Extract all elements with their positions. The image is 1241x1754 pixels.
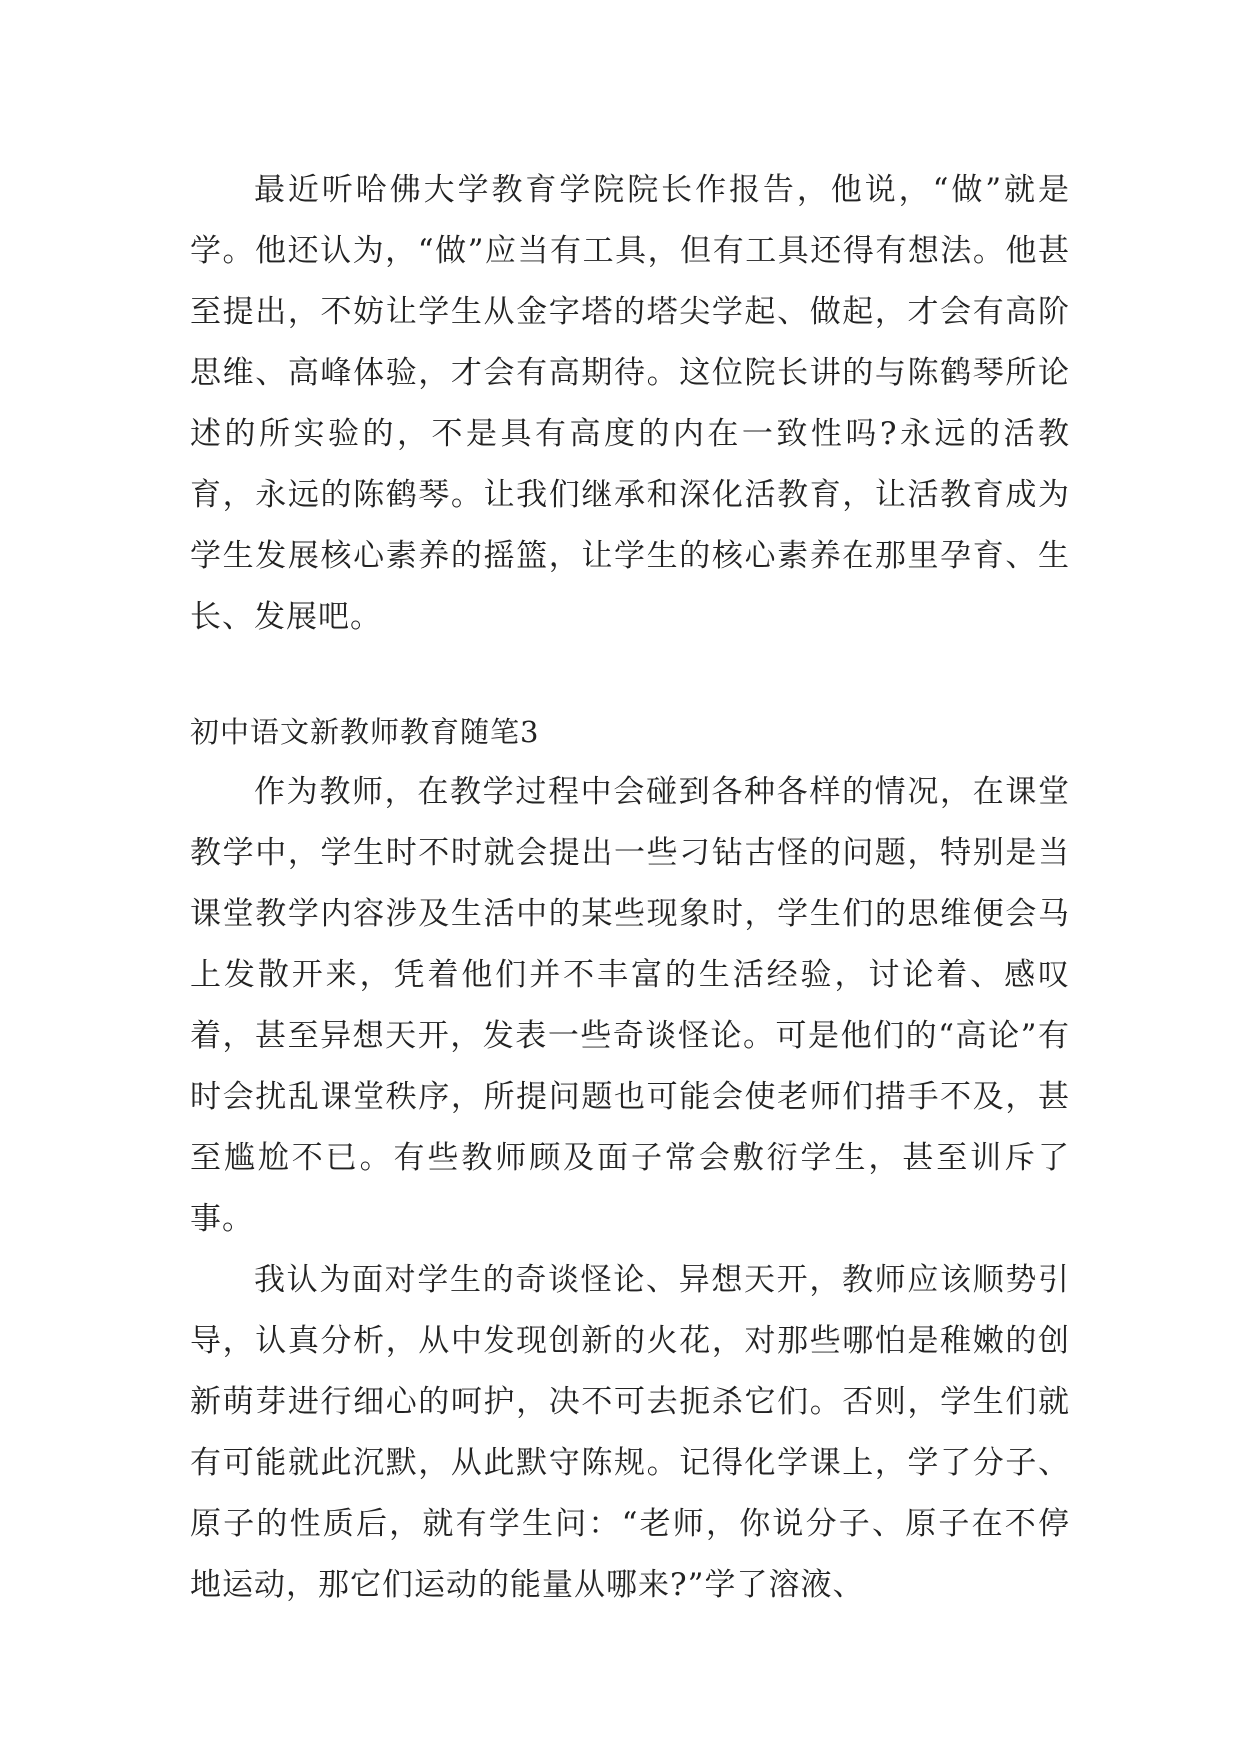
section-title: 初中语文新教师教育随笔3 bbox=[190, 715, 540, 749]
paragraph-guiding-students: 我认为面对学生的奇谈怪论、异想天开，教师应该顺势引导，认真分析，从中发现创新的火花，对那些哪怕是稚嫩的创新萌芽进行细心的呵护，决不可去扼杀它们。否则，学生们就有可能就此沉默，从此默守陈规。记得化学课上，学了分子、原子的性质后，就有学生问：“老师，你说分子、原子在不停地运动，那它们运动的能量从哪来?”学了溶液、 bbox=[190, 1262, 1070, 1603]
paragraph-intro-closing: 最近听哈佛大学教育学院院长作报告，他说，“做”就是学。他还认为，“做”应当有工具，但有工具还得有想法。他甚至提出，不妨让学生从金字塔的塔尖学起、做起，才会有高阶思维、高峰体验，才会有高期待。这位院长讲的与陈鹤琴所论述的所实验的，不是具有高度的内在一致性吗?永远的活教育，永远的陈鹤琴。让我们继承和深化活教育，让活教育成为学生发展核心素养的摇篮，让学生的核心素养在那里孕育、生长、发展吧。 bbox=[190, 172, 1070, 635]
document-body bbox=[190, 160, 1070, 1616]
paragraph-teacher-situations: 作为教师，在教学过程中会碰到各种各样的情况，在课堂教学中，学生时不时就会提出一些刁钻古怪的问题，特别是当课堂教学内容涉及生活中的某些现象时，学生们的思维便会马上发散开来，凭着他们并不丰富的生活经验，讨论着、感叹着，甚至异想天开，发表一些奇谈怪论。可是他们的“高论”有时会扰乱课堂秩序，所提问题也可能会使老师们措手不及，甚至尴尬不已。有些教师顾及面子常会敷衍学生，甚至训斥了事。 bbox=[190, 774, 1070, 1237]
